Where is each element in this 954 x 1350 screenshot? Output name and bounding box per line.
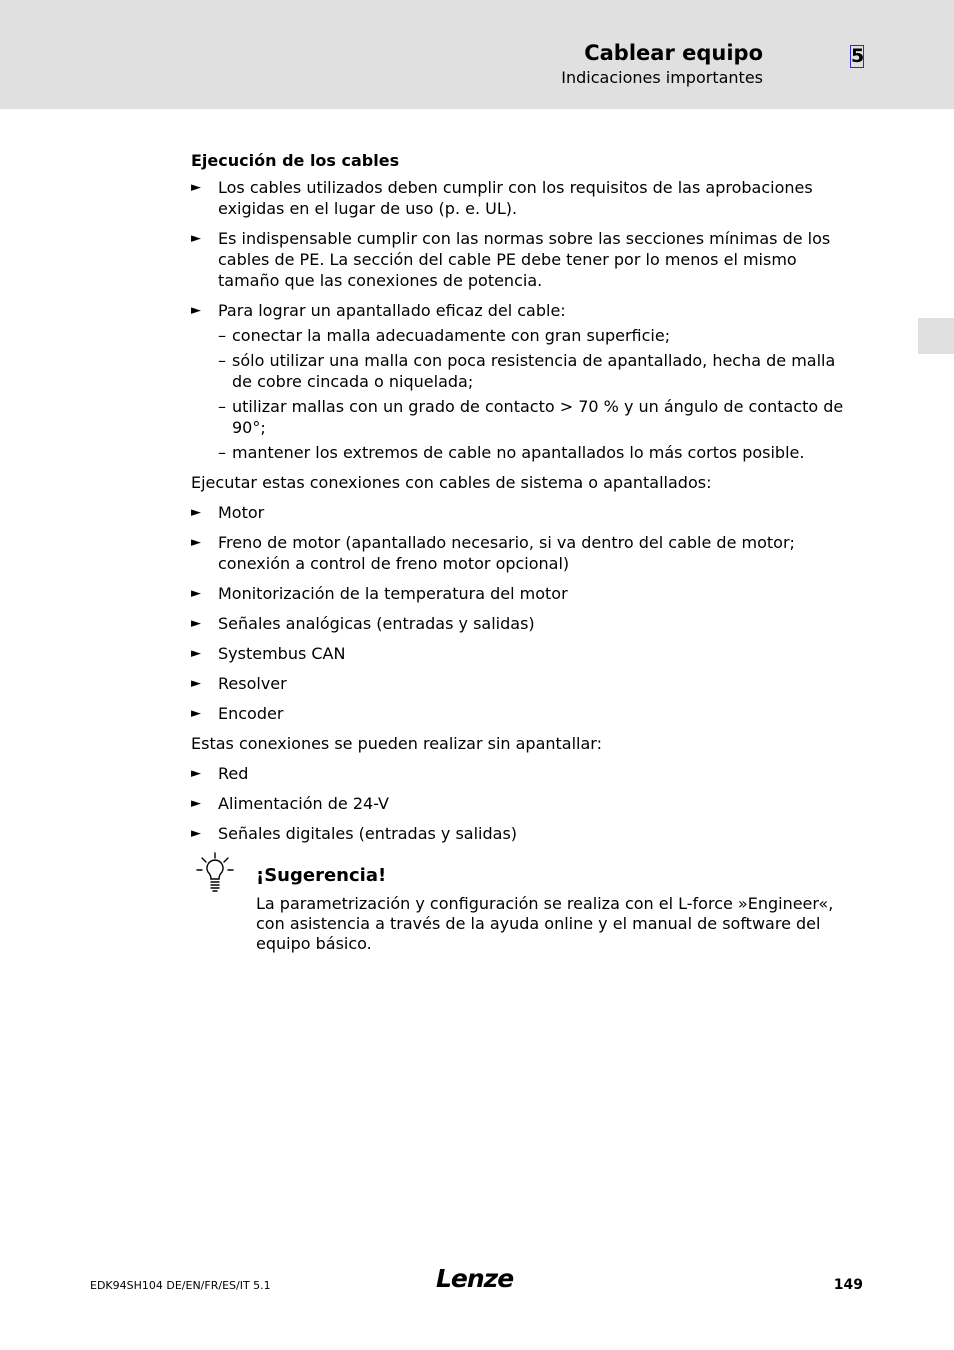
side-tab-marker [918,318,954,354]
list-item: ► Encoder [191,704,284,723]
list-item: ► Monitorización de la temperatura del motor [191,584,568,603]
bullet-arrow-icon: ► [191,505,201,520]
list-item: ► Señales analógicas (entradas y salidas) [191,614,535,633]
list-item: ► Resolver [191,674,287,693]
bullet-arrow-icon: ► [191,646,201,661]
sub-list-item: – conectar la malla adecuadamente con gran superficie; [218,326,671,345]
list-item: ► Alimentación de 24-V [191,794,389,813]
bullet-arrow-icon: ► [191,535,201,550]
bullet-arrow-icon: ► [191,826,201,841]
page-title: Cablear equipo [584,41,763,65]
lenze-logo: Lenze [436,1264,514,1293]
sub-list-item: – sólo utilizar una malla con poca resistencia de apantallado, hecha de malla de cobre cincada o niquelada; [218,351,836,391]
sub-list-item: – utilizar mallas con un grado de contacto > 70 % y un ángulo de contacto de 90°; [218,397,844,437]
sub-list [218,325,851,463]
list-item: ► Los cables utilizados deben cumplir con los requisitos de las aprobaciones exigidas en el lugar de uso (p. e. UL). [191,178,813,218]
bullet-arrow-icon: ► [191,766,201,781]
tip-title: ¡Sugerencia! [256,865,387,886]
list-item: ► Señales digitales (entradas y salidas) [191,824,518,843]
bullet-arrow-icon: ► [191,706,201,721]
shielded-intro: Ejecutar estas conexiones con cables de sistema o apantallados: [191,473,712,492]
header-band [0,0,954,109]
page-number: 149 [833,1277,863,1293]
bullet-arrow-icon: ► [191,796,201,811]
list-item: ► Systembus CAN [191,644,346,663]
footer-doc-id: EDK94SH104 DE/EN/FR/ES/IT 5.1 [90,1279,271,1292]
unshielded-intro: Estas conexiones se pueden realizar sin apantallar: [191,734,602,753]
bullet-arrow-icon: ► [191,616,201,631]
page-subtitle: Indicaciones importantes [561,68,763,87]
list-item: ► Motor [191,503,265,522]
list-item: ► Para lograr un apantallado eficaz del cable: – conectar la malla adecuadamente con gran superficie; – sólo utilizar una malla con poca resistencia de apantallado, hecha de malla de cobre cincada o niquelada; – utilizar mallas con un grado de contacto > 70 % y un ángulo de contacto de 90°; – mantener los extremos de cable no apantallados lo más cortos posible. [191,300,851,463]
list-item: ► Red [191,764,249,783]
bullet-arrow-icon: ► [191,586,201,601]
sub-list-item: – mantener los extremos de cable no apantallados lo más cortos posible. [218,443,805,462]
bullet-arrow-icon: ► [191,303,201,318]
bullet-arrow-icon: ► [191,231,201,246]
chapter-badge: 5 [851,45,865,67]
bullet-arrow-icon: ► [191,676,201,691]
tip-text: La parametrización y configuración se realiza con el L-force »Engineer«, con asistencia a través de la ayuda online y el manual de software del equipo básico. [256,894,834,953]
lightbulb-icon [196,852,234,892]
main-content [191,150,851,853]
list-item: ► Freno de motor (apantallado necesario, si va dentro del cable de motor; conexión a control de freno motor opcional) [191,533,795,573]
section-heading: Ejecución de los cables [191,151,400,170]
bullet-arrow-icon: ► [191,180,201,195]
list-item: ► Es indispensable cumplir con las normas sobre las secciones mínimas de los cables de PE. La sección del cable PE debe tener por lo menos el mismo tamaño que las conexiones de potencia. [191,229,831,290]
